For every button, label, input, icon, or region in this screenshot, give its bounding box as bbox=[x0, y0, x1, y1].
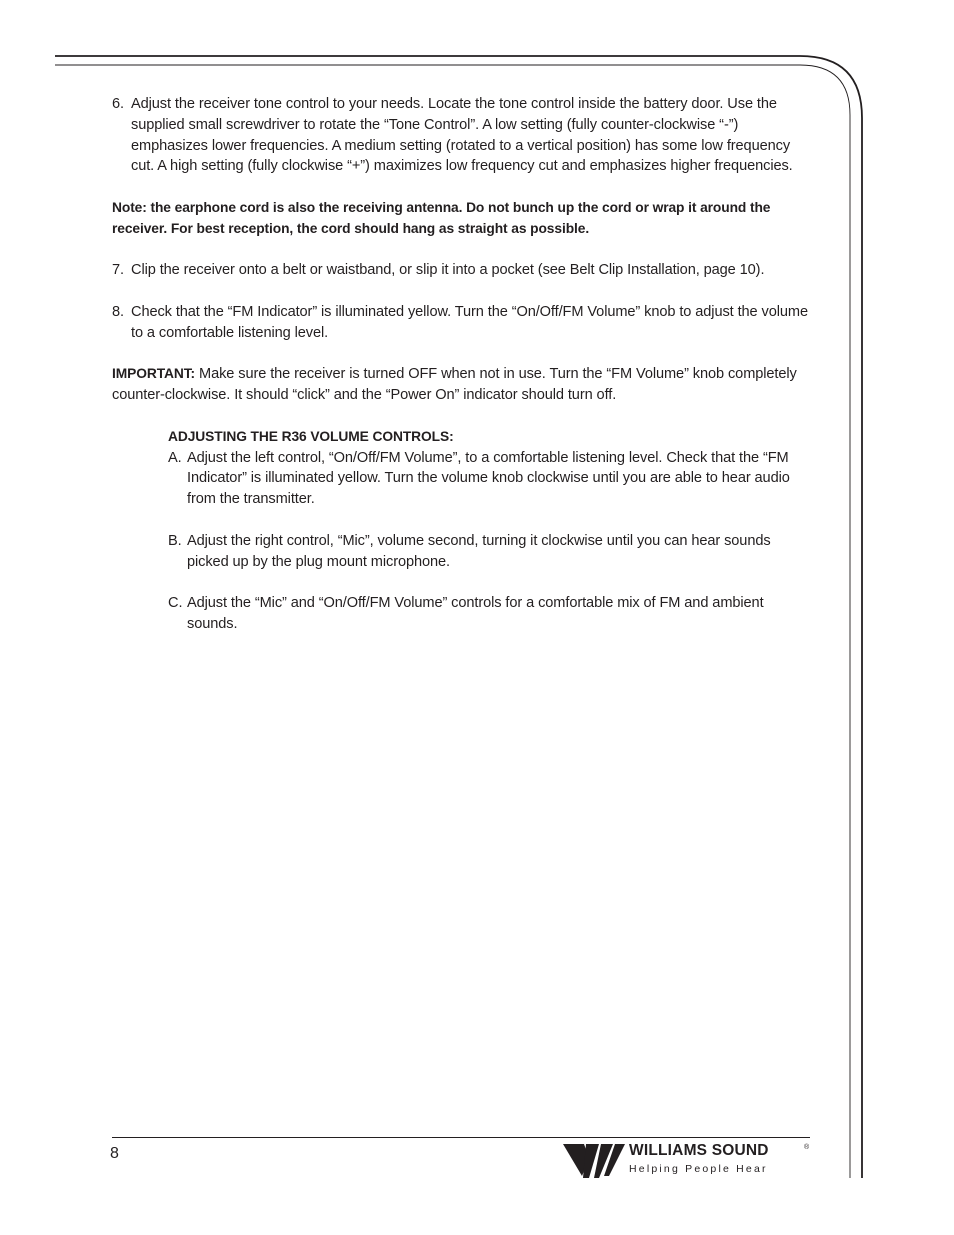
step-number: 6. bbox=[112, 96, 124, 112]
step-6 bbox=[112, 94, 812, 177]
step-8 bbox=[112, 302, 812, 344]
step-letter: A. bbox=[168, 449, 182, 466]
step-number: 8. bbox=[112, 303, 124, 320]
important-label: IMPORTANT: bbox=[112, 366, 196, 382]
brand-name: WILLIAMS SOUND bbox=[629, 1142, 769, 1159]
section-heading: ADJUSTING THE R36 VOLUME CONTROLS: bbox=[168, 428, 454, 444]
step-letter: B. bbox=[168, 532, 182, 549]
page-content bbox=[112, 94, 812, 656]
step-c bbox=[168, 593, 812, 635]
step-letter: C. bbox=[168, 595, 183, 612]
step-text: Adjust the receiver tone control to your needs. Locate the tone control inside the battery door. Use the supplied small screwdriver to rotate the “Tone Control”. A low setting (fully counter-clockwise “-”) emphasizes lower frequencies. A medium setting (rotated to a vertical position) has some low frequency cut. A high setting (fully clockwise “+”) maximizes low frequency cut and emphasizes higher frequencies. bbox=[131, 96, 793, 175]
antenna-note: Note: the earphone cord is also the receiving antenna. Do not bunch up the cord or wrap it around the receiver. For best reception, the cord should hang as straight as possible. bbox=[112, 199, 771, 236]
step-text: Adjust the “Mic” and “On/Off/FM Volume” controls for a comfortable mix of FM and ambient sounds. bbox=[187, 595, 764, 632]
page-number: 8 bbox=[110, 1145, 119, 1162]
step-text: Check that the “FM Indicator” is illuminated yellow. Turn the “On/Off/FM Volume” knob to adjust the volume to a comfortable listening level. bbox=[131, 303, 808, 341]
registered-mark: ® bbox=[804, 1144, 810, 1151]
step-text: Adjust the right control, “Mic”, volume second, turning it clockwise until you can hear sounds picked up by the plug mount microphone. bbox=[187, 532, 771, 570]
step-7 bbox=[112, 260, 812, 281]
williams-sound-logo bbox=[563, 1142, 813, 1182]
step-number: 7. bbox=[112, 262, 124, 279]
important-notice bbox=[112, 364, 812, 406]
step-text: Adjust the left control, “On/Off/FM Volume”, to a comfortable listening level. Check that the “FM Indicator” is illuminated yellow. Turn the volume knob clockwise until you are able to hear audio from the transmitter. bbox=[187, 449, 790, 508]
volume-controls-section bbox=[168, 427, 812, 635]
step-text: Clip the receiver onto a belt or waistband, or slip it into a pocket (see Belt Clip Installation, page 10). bbox=[131, 262, 765, 279]
brand-tagline: Helping People Hear bbox=[629, 1163, 768, 1175]
footer-rule bbox=[112, 1137, 810, 1138]
step-b bbox=[168, 531, 812, 573]
williams-sound-logo-mark-icon bbox=[563, 1144, 625, 1180]
important-text: Make sure the receiver is turned OFF when not in use. Turn the “FM Volume” knob completely counter-clockwise. It should “click” and the “Power On” indicator should turn off. bbox=[112, 366, 797, 404]
step-a bbox=[168, 448, 812, 510]
